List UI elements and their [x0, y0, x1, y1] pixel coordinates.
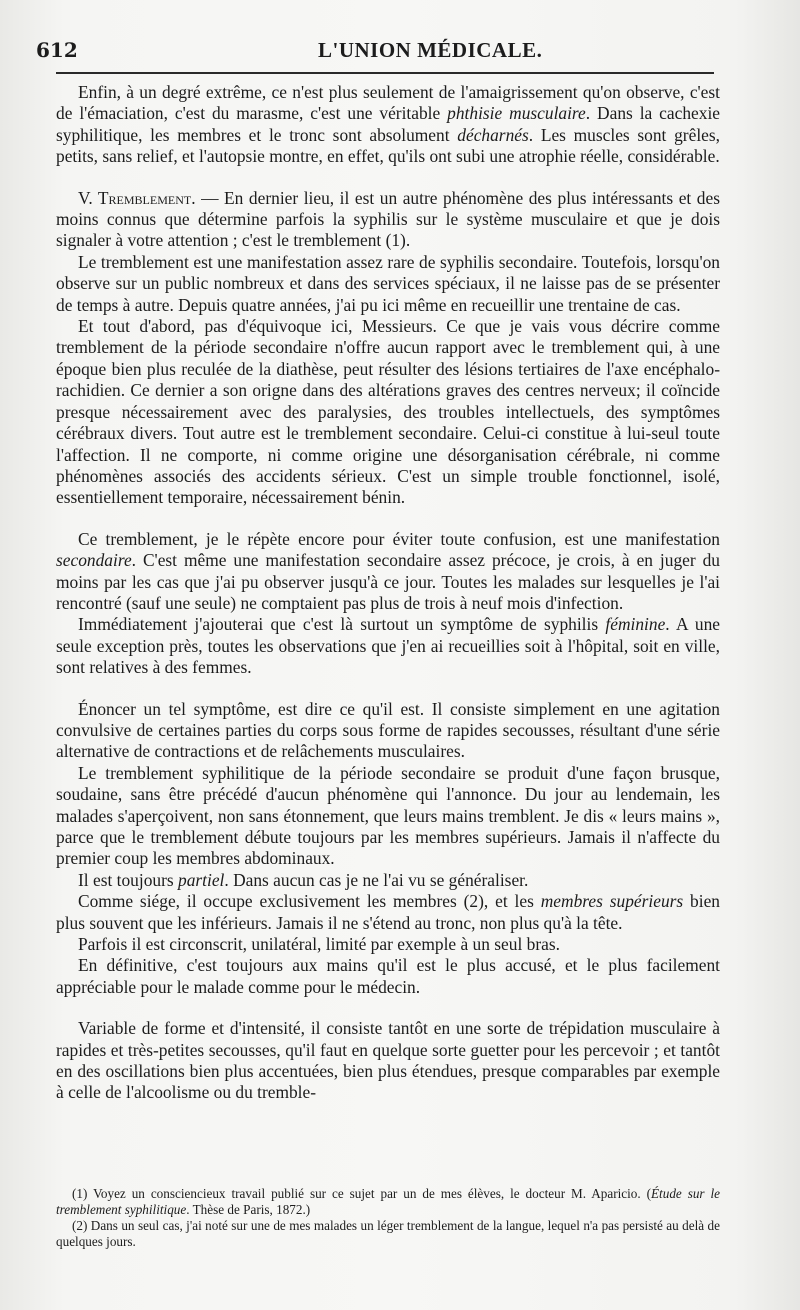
footnote-1: (1) Voyez un consciencieux travail publié sur ce sujet par un de mes élèves, le docteur M. Aparicio. (Étude sur le tremblement syphilitique. Thèse de Paris, 1872.)	[56, 1186, 720, 1217]
footnote-2: (2) Dans un seul cas, j'ai noté sur une de mes malades un léger tremblement de la langue, lequel n'a pas persisté au delà de quelques jours.	[56, 1218, 720, 1249]
header-rule	[56, 72, 714, 74]
paragraph-form-intensity: Variable de forme et d'intensité, il consiste tantôt en une sorte de trépidation musculaire à rapides et très-petites secousses, qu'il faut en quelque sorte guetter pour les percevoir ; et tantôt en des oscillations bien plus accentuées, bien plus étendues, presque comparables par exemple à celle de l'alcoolisme ou du tremble-	[56, 1018, 720, 1103]
footnotes	[56, 1186, 720, 1250]
article-body	[56, 82, 720, 1104]
paragraph-definition: Énoncer un tel symptôme, est dire ce qu'il est. Il consiste simplement en une agitation convulsive de certaines parties du corps sous forme de rapides secousses, résultant d'une série alternative de contractions et de relâchements musculaires.	[56, 698, 720, 762]
paragraph-secondary-manifestation: Ce tremblement, je le répète encore pour éviter toute confusion, est une manifestation secondaire. C'est même une manifestation secondaire assez précoce, je crois, à en juger du moins par les cas que j'ai pu observer jusqu'à ce jour. Toutes les malades sur lesquelles je l'ai rencontré (sauf une seule) ne comptaient pas plus de trois à neuf mois d'infection.	[56, 528, 720, 613]
paragraph-emaciation: Enfin, à un degré extrême, ce n'est plus seulement de l'amaigrissement qu'on observe, c'est de l'émaciation, c'est du marasme, c'est une véritable phthisie musculaire. Dans la cachexie syphilitique, les membres et le tronc sont absolument décharnés. Les muscles sont grêles, petits, sans relief, et l'autopsie montre, en effet, qu'ils ont subi une atrophie réelle, considérable.	[56, 82, 720, 167]
paragraph-partial: Il est toujours partiel. Dans aucun cas je ne l'ai vu se généraliser.	[78, 869, 529, 890]
section-heading-tremblement: V. Tremblement. — En dernier lieu, il est un autre phénomène des plus intéressants et des moins connus que détermine parfois la syphilis sur le système musculaire et que je dois signaler à votre attention ; c'est le tremblement (1).	[56, 187, 720, 251]
page-number: 612	[36, 38, 78, 62]
paragraph-circumscribed: Parfois il est circonscrit, unilatéral, limité par exemple à un seul bras.	[78, 934, 560, 955]
paragraph-location: Comme siége, il occupe exclusivement les membres (2), et les membres supérieurs bien plus souvent que les inférieurs. Jamais il ne s'étend au tronc, non plus qu'à la tête.	[56, 891, 720, 933]
paragraph-secondary-vs-tertiary: Et tout d'abord, pas d'équivoque ici, Messieurs. Ce que je vais vous décrire comme tremblement de la période secondaire n'offre aucun rapport avec le tremblement qui, à une époque bien plus reculée de la diathèse, peut résulter des lésions tertiaires de l'axe encéphalo-rachidien. Ce dernier a son origne dans des altérations graves des centres nerveux; il coïncide presque nécessairement avec des paralysies, des troubles intellectuels, des symptômes cérébraux divers. Tout autre est le tremblement secondaire. Celui-ci constitue à lui-seul toute l'affection. Il ne comporte, ni comme origine une désorganisation cérébrale, ni comme phénomènes associés des accidents sérieux. C'est un simple trouble fonctionnel, isolé, essentiellement temporaire, nécessairement bénin.	[56, 316, 720, 508]
page-header	[36, 36, 726, 66]
paragraph-feminine-symptom: Immédiatement j'ajouterai que c'est là surtout un symptôme de syphilis féminine. A une seule exception près, toutes les observations que j'en ai recueillies soit à l'hôpital, soit en ville, sont relatives à des femmes.	[56, 614, 720, 678]
section-label: V. Tremblement.	[78, 187, 196, 208]
paragraph-hands: En définitive, c'est toujours aux mains qu'il est le plus accusé, et le plus facilement appréciable pour le malade comme pour le médecin.	[56, 955, 720, 997]
paragraph-rare-manifestation: Le tremblement est une manifestation assez rare de syphilis secondaire. Toutefois, lorsqu'on observe sur un public nombreux et dans des services spéciaux, il ne laisse pas de se présenter de temps à autre. Depuis quatre années, j'ai pu ici même en recueillir une trentaine de cas.	[56, 251, 720, 315]
running-title: L'UNION MÉDICALE.	[318, 38, 543, 62]
paragraph-onset: Le tremblement syphilitique de la période secondaire se produit d'une façon brusque, soudaine, sans être précédé d'aucun phénomène qui l'annonce. Du jour au lendemain, les malades s'aperçoivent, non sans étonnement, que leurs mains tremblent. Je dis « leurs mains », parce que le tremblement débute toujours par les membres supérieurs. Jamais il n'affecte du premier coup les membres abdominaux.	[56, 762, 720, 869]
